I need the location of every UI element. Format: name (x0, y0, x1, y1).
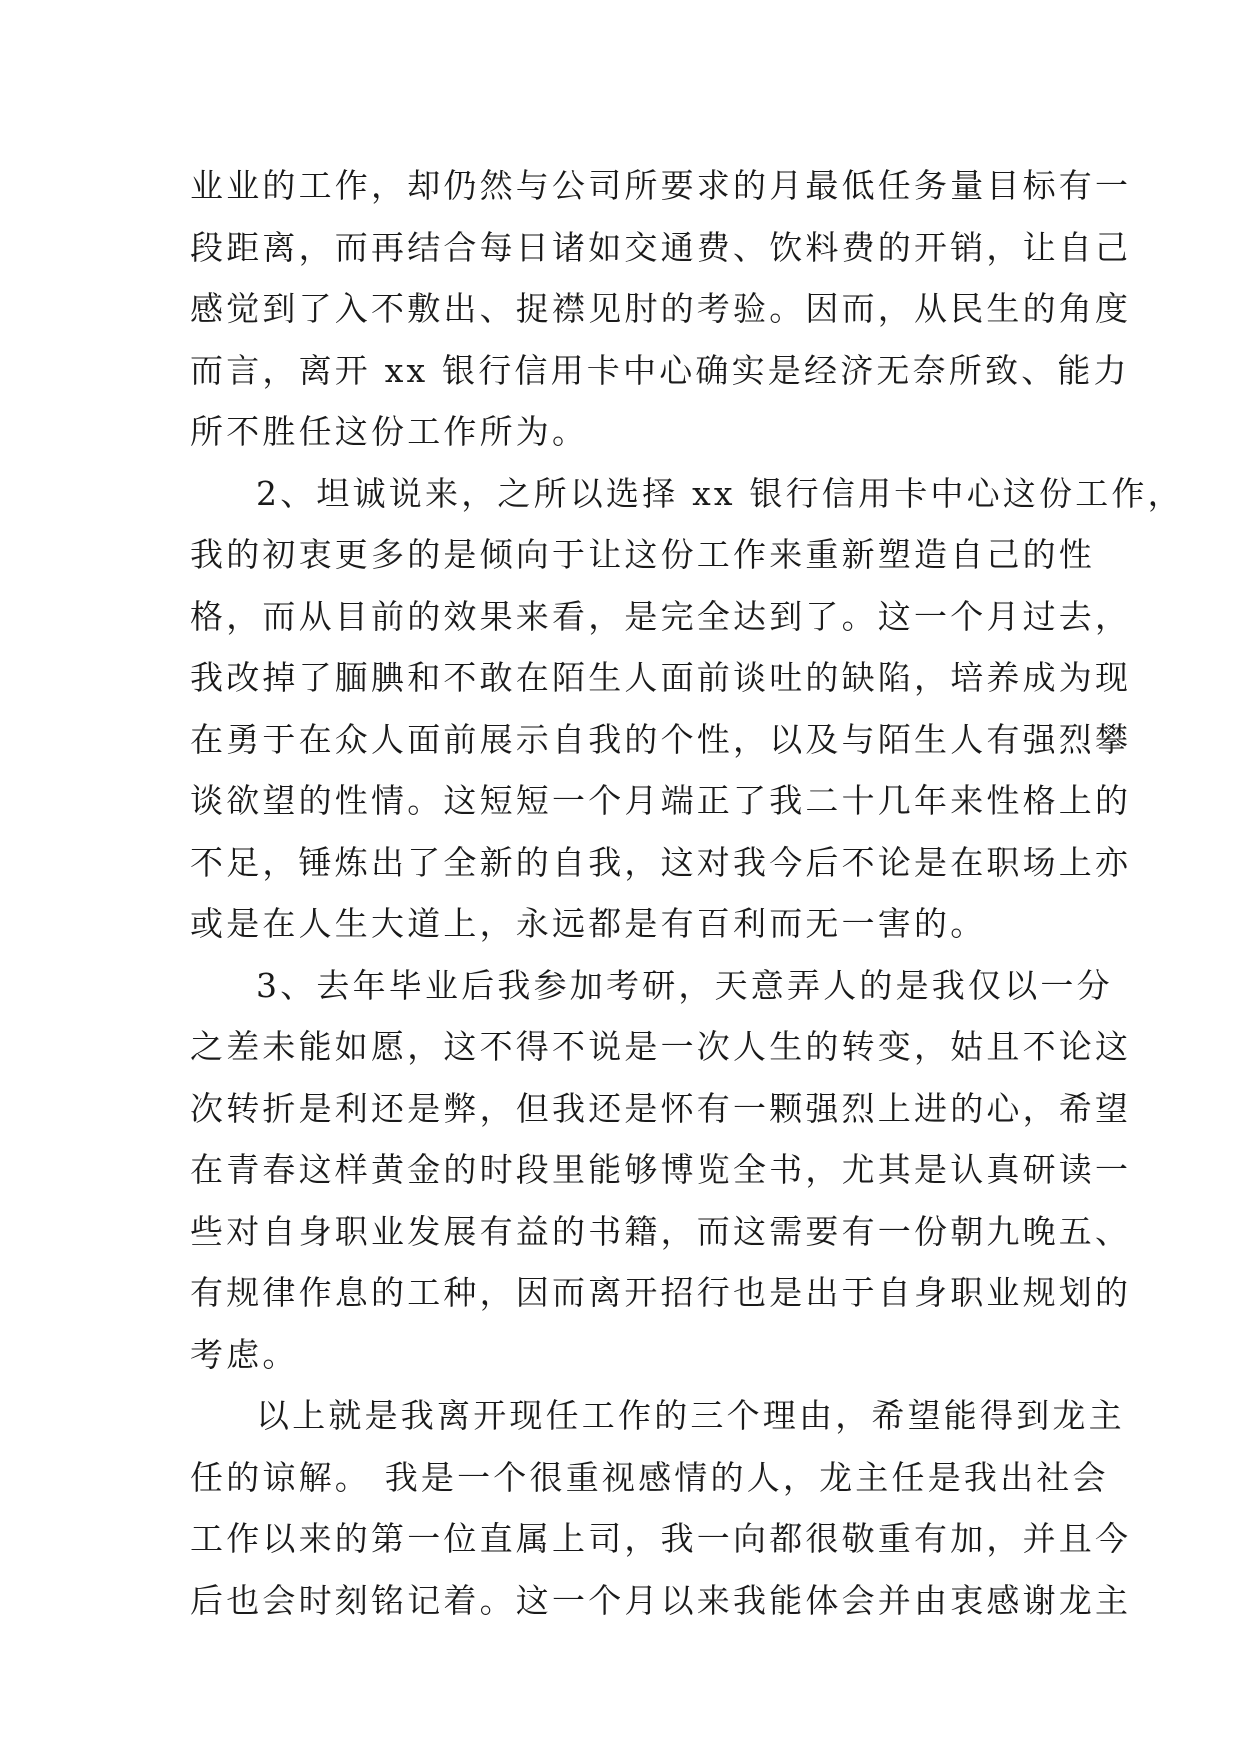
text-line: 所不胜任这份工作所为。 (190, 412, 589, 451)
text-line: 不足，锤炼出了全新的自我，这对我今后不论是在职场上亦 (190, 842, 1132, 882)
text-line: 些对自身职业发展有益的书籍，而这需要有一份朝九晚五、 (190, 1211, 1132, 1251)
text-line: 考虑。 (190, 1334, 299, 1374)
text-line: 感觉到了入不敷出、捉襟见肘的考验。因而，从民生的角度 (190, 289, 1132, 328)
text-line: 或是在人生大道上，永远都是有百利而无一害的。 (190, 904, 987, 943)
text-line: 段距离，而再结合每日诸如交通费、饮料费的开销，让自己 (190, 227, 1132, 267)
text-line: 业业的工作，却仍然与公司所要求的月最低任务量目标有一 (190, 166, 1132, 205)
text-line: 我改掉了腼腆和不敢在陌生人面前谈吐的缺陷，培养成为现 (190, 658, 1132, 697)
text-line: 有规律作息的工种，因而离开招行也是出于自身职业规划的 (190, 1273, 1132, 1312)
text-line: 格，而从目前的效果来看，是完全达到了。这一个月过去， (190, 596, 1132, 636)
text-line: 后也会时刻铭记着。这一个月以来我能体会并由衷感谢龙主 (190, 1580, 1132, 1620)
text-line: 工作以来的第一位直属上司，我一向都很敬重有加，并且今 (190, 1519, 1132, 1558)
text-line: 而言，离开 xx 银行信用卡中心确实是经济无奈所致、能力 (190, 350, 1130, 390)
text-line: 3、去年毕业后我参加考研，天意弄人的是我仅以一分 (256, 965, 1113, 1005)
text-line: 在勇于在众人面前展示自我的个性，以及与陌生人有强烈攀 (190, 719, 1132, 759)
text-line: 任的谅解。 我是一个很重视感情的人，龙主任是我出社会 (190, 1457, 1109, 1497)
text-line: 以上就是我离开现任工作的三个理由，希望能得到龙主 (256, 1396, 1125, 1435)
text-line: 之差未能如愿，这不得不说是一次人生的转变，姑且不论这 (190, 1027, 1132, 1066)
text-line: 我的初衷更多的是倾向于让这份工作来重新塑造自己的性 (190, 535, 1095, 574)
document-body (190, 155, 1184, 1631)
text-line: 次转折是利还是弊，但我还是怀有一颗强烈上进的心，希望 (190, 1088, 1132, 1128)
text-line: 谈欲望的性情。这短短一个月端正了我二十几年来性格上的 (190, 781, 1132, 820)
text-line: 在青春这样黄金的时段里能够博览全书，尤其是认真研读一 (190, 1150, 1132, 1189)
text-line: 2、坦诚说来，之所以选择 xx 银行信用卡中心这份工作， (256, 473, 1184, 513)
